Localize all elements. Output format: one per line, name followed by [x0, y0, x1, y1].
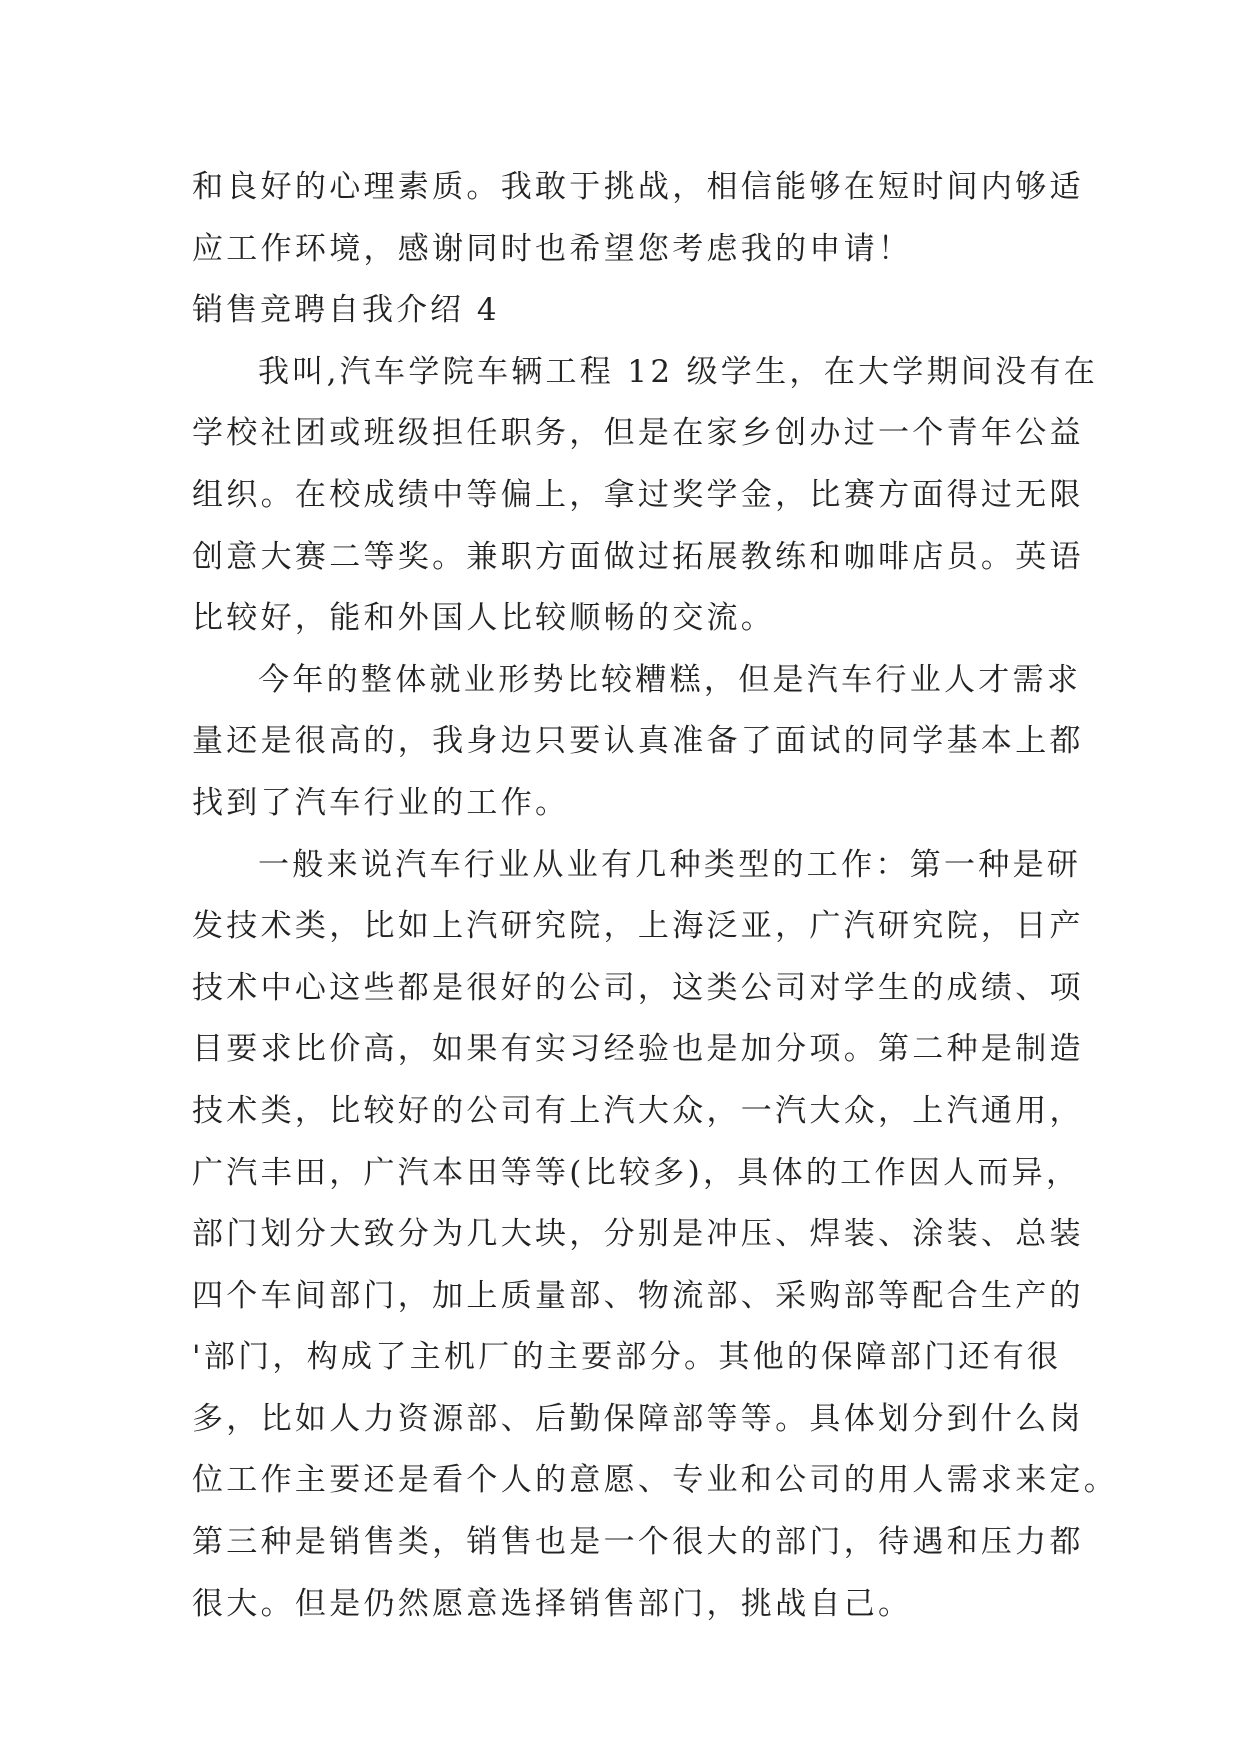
text-line: 比较好，能和外国人比较顺畅的交流。 [192, 600, 776, 637]
text-line: 今年的整体就业形势比较糟糕，但是汽车行业人才需求 [258, 661, 1082, 698]
text-line: 四个车间部门，加上质量部、物流部、采购部等配合生产的 [192, 1277, 1084, 1314]
text-line: 找到了汽车行业的工作。 [192, 784, 570, 821]
text-line: 量还是很高的，我身边只要认真准备了面试的同学基本上都 [192, 723, 1084, 760]
text-line: 应工作环境，感谢同时也希望您考虑我的申请！ [192, 230, 913, 267]
section-heading: 销售竞聘自我介绍 4 [192, 292, 500, 329]
text-line: 技术类，比较好的公司有上汽大众，一汽大众，上汽通用， [192, 1092, 1084, 1129]
document-page [192, 157, 1119, 1635]
text-line: 一般来说汽车行业从业有几种类型的工作：第一种是研 [258, 846, 1082, 883]
text-line: 广汽丰田，广汽本田等等(比较多)，具体的工作因人而异， [192, 1154, 1081, 1191]
text-line: 和良好的心理素质。我敢于挑战，相信能够在短时间内够适 [192, 169, 1084, 205]
text-line: 部门划分大致分为几大块，分别是冲压、焊装、涂装、总装 [192, 1216, 1084, 1253]
text-line: 目要求比价高，如果有实习经验也是加分项。第二种是制造 [192, 1031, 1084, 1068]
text-line: 创意大赛二等奖。兼职方面做过拓展教练和咖啡店员。英语 [192, 538, 1084, 575]
text-line: 多，比如人力资源部、后勤保障部等等。具体划分到什么岗 [192, 1400, 1084, 1437]
text-line: 学校社团或班级担任职务，但是在家乡创办过一个青年公益 [192, 415, 1084, 452]
text-line: 技术中心这些都是很好的公司，这类公司对学生的成绩、项 [192, 969, 1084, 1006]
text-line: 组织。在校成绩中等偏上，拿过奖学金，比赛方面得过无限 [192, 476, 1084, 513]
text-line: 很大。但是仍然愿意选择销售部门，挑战自己。 [192, 1585, 913, 1622]
text-line: 发技术类，比如上汽研究院，上海泛亚，广汽研究院，日产 [192, 908, 1084, 945]
text-line: '部门，构成了主机厂的主要部分。其他的保障部门还有很 [192, 1339, 1062, 1376]
text-line: 第三种是销售类，销售也是一个很大的部门，待遇和压力都 [192, 1524, 1084, 1561]
text-line: 我叫,汽车学院车辆工程 12 级学生，在大学期间没有在 [258, 353, 1099, 390]
text-line: 位工作主要还是看个人的意愿、专业和公司的用人需求来定。 [192, 1462, 1119, 1499]
